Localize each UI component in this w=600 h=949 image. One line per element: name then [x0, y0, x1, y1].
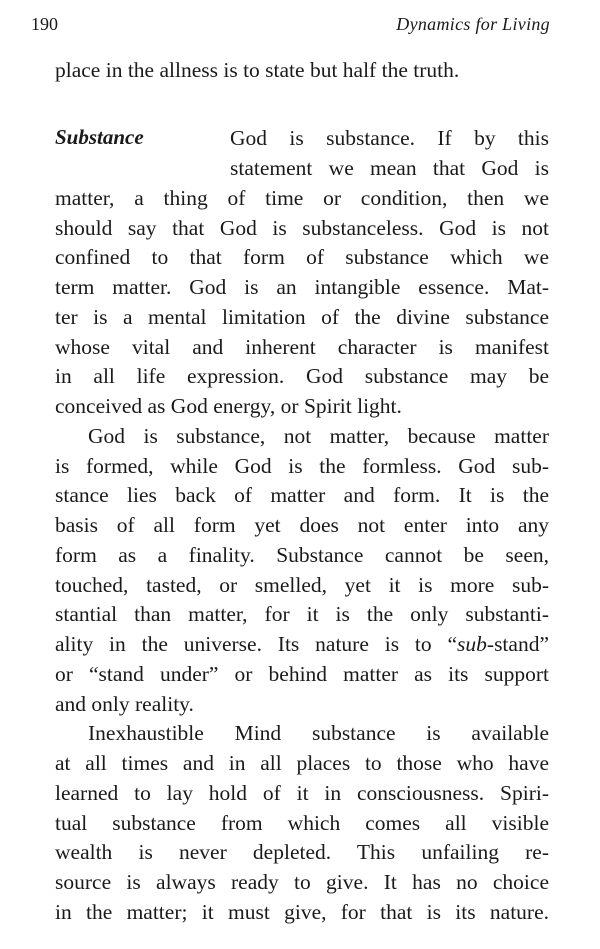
- text-line: should say that God is substanceless. God is not: [55, 216, 549, 240]
- text-line: basis of all form yet does not enter into any: [55, 513, 549, 537]
- text-line: form as a finality. Substance cannot be seen,: [55, 543, 549, 567]
- text-line: stantial than matter, for it is the only substanti-: [55, 602, 549, 626]
- text-line: touched, tasted, or smelled, yet it is more sub-: [55, 573, 549, 597]
- text-line: stance lies back of matter and form. It is the: [55, 483, 549, 507]
- text-line: [55, 629, 549, 659]
- text-line: wealth is never depleted. This unfailing re-: [55, 840, 549, 864]
- text-line: and only reality.: [55, 692, 194, 716]
- text-line: in the matter; it must give, for that is its nature.: [55, 900, 549, 924]
- text-line: ter is a mental limitation of the divine substance: [55, 305, 549, 329]
- text-line: tual substance from which comes all visible: [55, 811, 549, 835]
- running-header: [31, 14, 550, 40]
- carryover-line: place in the allness is to state but half the truth.: [55, 58, 460, 82]
- text-line: whose vital and inherent character is manifest: [55, 335, 549, 359]
- text-line: Inexhaustible Mind substance is available: [88, 721, 549, 745]
- text-line: term matter. God is an intangible essence. Mat-: [55, 275, 549, 299]
- text-segment: -stand”: [486, 632, 549, 656]
- page-number: 190: [31, 14, 58, 34]
- text-segment: ality in the universe. Its nature is to “: [55, 632, 458, 656]
- text-line: learned to lay hold of it in consciousness. Spiri-: [55, 781, 549, 805]
- running-title: Dynamics for Living: [396, 14, 550, 34]
- section-heading: Substance: [55, 125, 144, 149]
- text-line: God is substance, not matter, because matter: [88, 424, 549, 448]
- italic-text: sub: [457, 632, 487, 656]
- text-line: conceived as God energy, or Spirit light.: [55, 394, 402, 418]
- text-line: in all life expression. God substance may be: [55, 364, 549, 388]
- text-line: at all times and in all places to those who have: [55, 751, 549, 775]
- text-line: God is substance. If by this: [230, 126, 549, 150]
- text-line: or “stand under” or behind matter as its support: [55, 662, 549, 686]
- text-line: matter, a thing of time or condition, then we: [55, 186, 549, 210]
- text-line: is formed, while God is the formless. God sub-: [55, 454, 549, 478]
- text-line: confined to that form of substance which we: [55, 245, 549, 269]
- text-line: source is always ready to give. It has no choice: [55, 870, 549, 894]
- text-line: statement we mean that God is: [230, 156, 549, 180]
